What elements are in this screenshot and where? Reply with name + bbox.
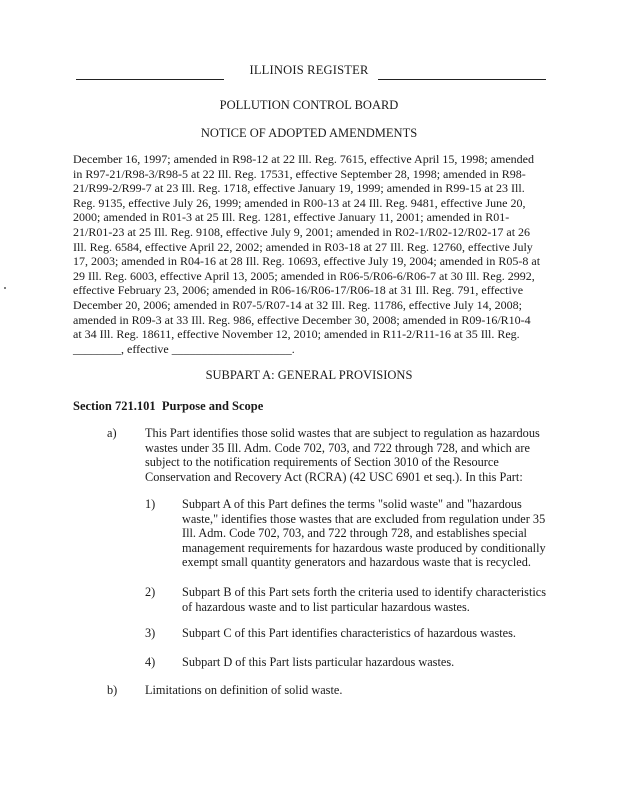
history-line: December 20, 2006; amended in R07-5/R07-14 at 32 Ill. Reg. 11786, effective July 14, 2008; — [73, 297, 522, 312]
subitem-4-label: 4) — [145, 655, 156, 669]
history-line: Ill. Reg. 6584, effective April 22, 2002; amended in R03-18 at 27 Ill. Reg. 12760, effective July — [73, 239, 533, 254]
para-b-label: b) — [107, 683, 118, 697]
history-line: 21/R01-23 at 25 Ill. Reg. 9108, effective July 9, 2001; amended in R02-1/R02-12/R02-17 at 26 — [73, 224, 531, 239]
history-line: 2000; amended in R01-3 at 25 Ill. Reg. 1281, effective January 11, 2001; amended in R01- — [73, 210, 510, 225]
section-title: Purpose and Scope — [161, 399, 264, 413]
history-line: 29 Ill. Reg. 6003, effective April 13, 2005; amended in R06-5/R06-6/R06-7 at 30 Ill. Reg. 2992, — [73, 268, 535, 283]
amendment-history — [73, 152, 547, 356]
history-line: in R97-21/R98-3/R98-5 at 22 Ill. Reg. 17531, effective September 28, 1998; amended in R98- — [73, 166, 526, 181]
history-line: 21/R99-2/R99-7 at 23 Ill. Reg. 1718, effective January 19, 1999; amended in R99-15 at 23 Ill. — [73, 181, 525, 196]
para-a-text: This Part identifies those solid wastes that are subject to regulation as hazardous wastes under 35 Ill. Adm. Code 702, 703, and 722 through 728, and which are subject to the notification requirements of Section 3010 of the Resource Conservation and Recovery Act (RCRA) (42 USC 6901 et seq.). In this Part: — [145, 426, 540, 484]
subitem-4-text: Subpart D of this Part lists particular hazardous wastes. — [182, 655, 455, 669]
history-line: 17, 2003; amended in R04-16 at 28 Ill. Reg. 10693, effective July 19, 2004; amended in R05-8 at — [73, 254, 541, 269]
history-line: amended in R09-3 at 33 Ill. Reg. 986, effective December 30, 2008; amended in R09-16/R10-4 — [73, 312, 531, 327]
notice-title: NOTICE OF ADOPTED AMENDMENTS — [200, 126, 418, 140]
history-line: at 34 Ill. Reg. 18611, effective November 12, 2010; amended in R11-2/R11-16 at 35 Ill. Reg. — [73, 327, 520, 342]
history-line: effective February 23, 2006; amended in R06-16/R06-17/R06-18 at 31 Ill. Reg. 791, effective — [73, 283, 524, 298]
history-line: December 16, 1997; amended in R98-12 at 22 Ill. Reg. 7615, effective April 15, 1998; amended — [73, 152, 534, 166]
subitem-2-label: 2) — [145, 585, 156, 599]
subitem-3-label: 3) — [145, 626, 156, 640]
history-line: Reg. 9135, effective July 26, 1999; amended in R00-13 at 24 Ill. Reg. 9481, effective June 20, — [73, 195, 526, 210]
subpart-heading: SUBPART A: GENERAL PROVISIONS — [205, 368, 413, 382]
margin-mark — [4, 287, 6, 289]
board-name: POLLUTION CONTROL BOARD — [219, 98, 399, 112]
history-line: ________, effective ____________________. — [73, 341, 295, 356]
subitem-2-text: Subpart B of this Part sets forth the criteria used to identify characteristics of hazardous waste and to list particular hazardous wastes. — [182, 585, 547, 614]
register-title: ILLINOIS REGISTER — [0, 63, 618, 78]
para-b-text: Limitations on definition of solid waste. — [145, 683, 343, 697]
subitem-1-text: Subpart A of this Part defines the terms "solid waste" and "hazardous waste," identifies those wastes that are excluded from regulation under 35 Ill. Adm. Code 702, 703, and 722 through 728, and establishes special management requirements for hazardous waste produced by conditionally exempt small quantity generators and hazardous waste that is recycled. — [182, 497, 546, 570]
subitem-1-label: 1) — [145, 497, 156, 511]
subitem-3-text: Subpart C of this Part identifies characteristics of hazardous wastes. — [182, 626, 516, 640]
para-a-label: a) — [107, 426, 117, 440]
section-heading — [73, 399, 263, 414]
section-number: Section 721.101 — [73, 399, 156, 413]
